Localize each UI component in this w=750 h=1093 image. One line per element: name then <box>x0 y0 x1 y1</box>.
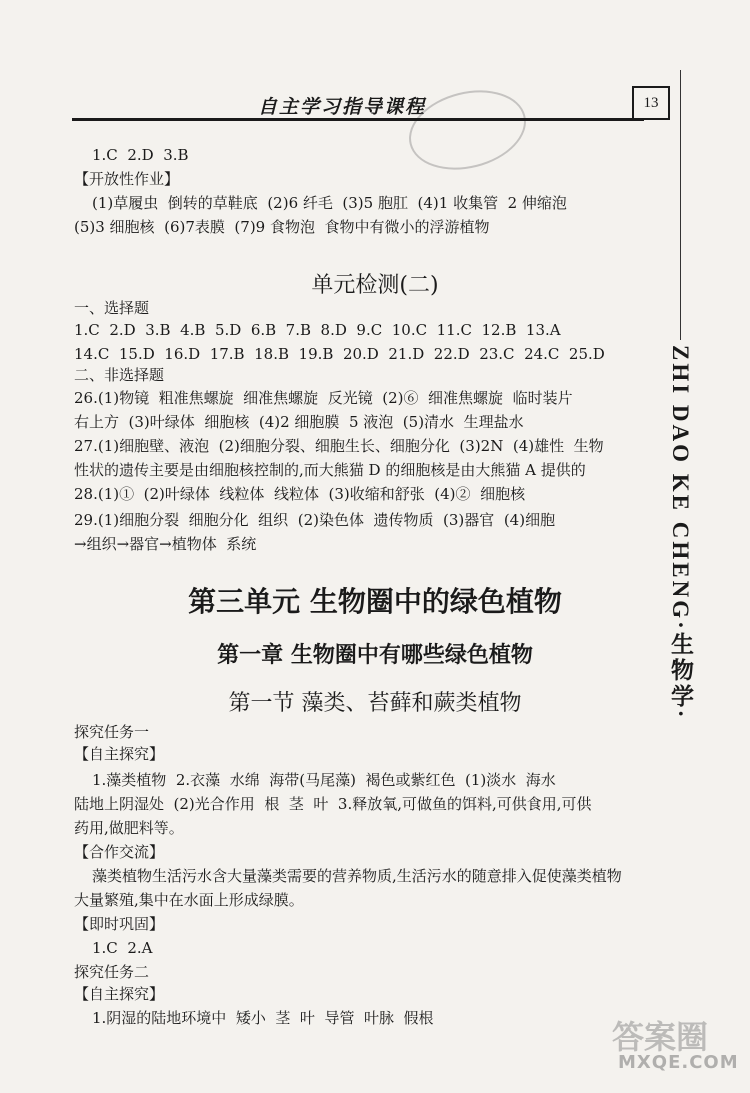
answer-line: 1.C 2.D 3.B 4.B 5.D 6.B 7.B 8.D 9.C 10.C 11.C 12.B 13.A <box>74 321 561 339</box>
answer-line: 1.C 2.D 3.B <box>92 146 189 164</box>
unit-test-heading: 单元检测(二) <box>311 273 439 298</box>
answer-line: 药用,做肥料等。 <box>74 819 184 837</box>
answer-line: 26.(1)物镜 粗准焦螺旋 细准焦螺旋 反光镜 (2)⑥ 细准焦螺旋 临时装片 <box>74 389 573 407</box>
answer-line: →组织→器官→植物体 系统 <box>74 535 257 553</box>
answer-line: 29.(1)细胞分裂 细胞分化 组织 (2)染色体 遗传物质 (3)器官 (4)细胞 <box>74 511 556 529</box>
unit-title: 第三单元 生物圈中的绿色植物 <box>188 585 562 618</box>
task-label: 探究任务二 <box>74 963 150 981</box>
section-label: 【自主探究】 <box>74 985 165 1003</box>
section-title: 第一节 藻类、苔藓和蕨类植物 <box>228 691 522 716</box>
answer-line: 性状的遗传主要是由细胞核控制的,而大熊猫 D 的细胞核是由大熊猫 A 提供的 <box>74 461 586 479</box>
answer-line: 1.阴湿的陆地环境中 矮小 茎 叶 导管 叶脉 假根 <box>92 1009 434 1027</box>
header-rule <box>72 118 644 121</box>
section-label: 【合作交流】 <box>74 843 165 861</box>
watermark-logo: 答案圈 <box>612 1018 709 1056</box>
answer-line: 28.(1)① (2)叶绿体 线粒体 线粒体 (3)收缩和舒张 (4)② 细胞核 <box>74 485 526 503</box>
answer-line: (1)草履虫 倒转的草鞋底 (2)6 纤毛 (3)5 胞肛 (4)1 收集管 2 伸缩泡 <box>92 194 567 212</box>
side-running-title: ZHI DAO KE CHENG·生物学· <box>668 345 693 721</box>
answer-line: 27.(1)细胞壁、液泡 (2)细胞分裂、细胞生长、细胞分化 (3)2N (4)雄性 生物 <box>74 437 604 455</box>
watermark-url: MXQE.COM <box>618 1052 739 1073</box>
answer-line: (5)3 细胞核 (6)7表膜 (7)9 食物泡 食物中有微小的浮游植物 <box>74 218 490 236</box>
answer-line: 藻类植物生活污水含大量藻类需要的营养物质,生活污水的随意排入促使藻类植物 <box>92 867 622 885</box>
side-divider <box>680 70 681 340</box>
answer-line: 陆地上阴湿处 (2)光合作用 根 茎 叶 3.释放氧,可做鱼的饵料,可供食用,可供 <box>74 795 592 813</box>
section-label: 【即时巩固】 <box>74 915 165 933</box>
page-number: 13 <box>632 86 670 120</box>
section-label: 【开放性作业】 <box>74 170 180 188</box>
chapter-title: 第一章 生物圈中有哪些绿色植物 <box>217 643 533 668</box>
section-label: 一、选择题 <box>74 299 150 317</box>
running-header-title: 自主学习指导课程 <box>258 96 427 118</box>
answer-line: 大量繁殖,集中在水面上形成绿膜。 <box>74 891 304 909</box>
section-label: 【自主探究】 <box>74 745 165 763</box>
task-label: 探究任务一 <box>74 723 150 741</box>
answer-line: 1.藻类植物 2.衣藻 水绵 海带(马尾藻) 褐色或紫红色 (1)淡水 海水 <box>92 771 556 789</box>
answer-line: 右上方 (3)叶绿体 细胞核 (4)2 细胞膜 5 液泡 (5)清水 生理盐水 <box>74 413 524 431</box>
answer-line: 14.C 15.D 16.D 17.B 18.B 19.B 20.D 21.D 22.D 23.C 24.C 25.D <box>74 345 605 363</box>
section-label: 二、非选择题 <box>74 366 165 384</box>
answer-line: 1.C 2.A <box>92 939 153 957</box>
